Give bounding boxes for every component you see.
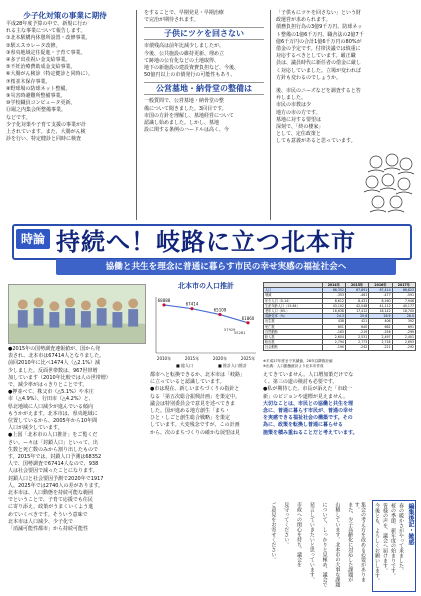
text-line: ③県央地域定住促進・子育て事業。 xyxy=(6,49,86,56)
col1-body xyxy=(6,21,124,143)
table-cell: 8,160 xyxy=(369,298,392,303)
table-row xyxy=(264,345,416,350)
text-line: 認識し始めました。しかし、墓地 xyxy=(144,120,220,127)
table-cell: 40,177 xyxy=(392,303,415,308)
table-cell: 67,891 xyxy=(345,288,368,293)
text-line: 大切なことは、市民との協働と共生を理 xyxy=(263,400,354,407)
extra-data-label: 57929 xyxy=(224,327,236,332)
data-point xyxy=(162,303,165,306)
table-cell: 662 xyxy=(369,324,392,329)
table-cell: 2,718 xyxy=(369,340,392,345)
table-cell: 8,431 xyxy=(345,298,368,303)
text-line: 50億円以上の市債発行の可能性もあり、 xyxy=(144,72,236,79)
text-line: ②駅エスカレータ改修。 xyxy=(6,42,61,49)
table-cell: -256 xyxy=(369,329,392,334)
text-line: 設に関する条例のハードルは高く、今 xyxy=(144,127,229,134)
bottom-middle-column xyxy=(150,372,262,592)
table-cell: 66,823 xyxy=(392,288,415,293)
text-line: 地方の市の方です。 xyxy=(276,109,321,116)
data-point xyxy=(246,321,249,324)
table-cell: 438 xyxy=(322,319,345,324)
text-line: 北本市は人口減少、少子化で xyxy=(8,518,74,525)
series-line xyxy=(164,305,248,323)
table-cell: -353 xyxy=(322,293,345,298)
text-line: 為に、政策を転換し普通に暮らせる xyxy=(263,422,343,429)
editor-text-line: 春の暖かさがやって来ました。 xyxy=(398,503,404,573)
table-cell: -163 xyxy=(322,329,345,334)
table-cell: 41,112 xyxy=(369,303,392,308)
col2-body-top xyxy=(144,10,264,24)
data-table xyxy=(263,282,416,351)
text-line: 方針も変わるのでしょうか。 xyxy=(276,74,342,81)
vertical-text-line: 山積しています。北本市の大事な課題 xyxy=(334,502,341,587)
text-line: 少子化対策や子育て支援の事業が計 xyxy=(6,121,87,128)
text-line: 債務負担行為の3億9千万円、防球ネッ xyxy=(276,24,363,31)
text-line: ④多子出産祝い金支給事業。 xyxy=(6,57,71,64)
table-cell: 43,102 xyxy=(322,303,345,308)
text-line: 加しています（2010年比較では人の世帯増） xyxy=(8,374,111,381)
text-line: 一般質問で、公営墓地・納骨堂の整 xyxy=(144,98,224,105)
text-line: 北本市は、人口動態を持続可能な範囲 xyxy=(8,490,94,497)
table-cell: 増減 xyxy=(264,293,323,298)
table-cell: 転入数 xyxy=(264,335,323,340)
table-cell: 2,693 xyxy=(392,340,415,345)
table-cell: 2,773 xyxy=(345,340,368,345)
text-line: ⑦桜並木保存事業。 xyxy=(6,78,51,85)
data-point xyxy=(218,313,221,316)
text-line: した。国が進める地方創生「まち・ xyxy=(150,408,231,415)
data-label: 65109 xyxy=(213,307,227,313)
vertical-text-line: 発言していきたいと思っています。 xyxy=(308,502,315,582)
x-tick-label: 2015年 xyxy=(184,356,200,361)
table-cell: 2,531 xyxy=(345,335,368,340)
editor-text-line: 皆様の声を、議会へ届けます。 xyxy=(382,503,388,573)
col2-body-bot xyxy=(144,98,264,134)
table-cell: 406 xyxy=(369,319,392,324)
text-line: ⑥大腸がん検診（特定健診と同時に）。 xyxy=(6,71,93,78)
table-cell: -292 xyxy=(392,345,415,350)
text-line: 借金の予定です。付帯決議では慎重に xyxy=(276,46,361,53)
data-label: 67414 xyxy=(185,301,199,307)
text-line: 封鎖人口と社会要因予測で2020年で1917 xyxy=(8,475,104,482)
text-line: 県北地域に人口減少が進んでいる傾向 xyxy=(8,403,94,410)
text-line: 上されています。また、大腸がん検 xyxy=(6,129,86,136)
text-line: でということで、子育て応援でも住民 xyxy=(8,497,93,504)
text-line: ⑧野球場の防球ネット整備。 xyxy=(6,85,71,92)
text-line: ●私が期待した、市長が訴えた「市政一 xyxy=(263,386,353,393)
editor-text-line: 桜の季節、新年度の始まりです。 xyxy=(390,503,396,578)
vertical-text-line: について、しっかりと見極め、議会で xyxy=(321,502,328,587)
text-line: をすることで、早期発見・早期治療 xyxy=(144,10,224,16)
banner-headline: 持続へ！岐路に立つ北本市 xyxy=(56,228,356,256)
table-cell: -190 xyxy=(322,345,345,350)
text-line: などです。 xyxy=(6,114,31,121)
table-note-1: ※平成27年度まで実績値、28年以降推計値 xyxy=(263,359,333,363)
table-cell: 老年人口（65-） xyxy=(264,309,323,314)
table-cell: 16,638 xyxy=(322,309,345,314)
table-cell: 8,612 xyxy=(322,298,345,303)
text-line: ⑤不妊治療費助成金支給事業。 xyxy=(6,64,76,71)
table-header-cell: 2017年 xyxy=(392,283,415,288)
table-cell: 25.6 xyxy=(345,314,368,319)
table-cell: 24.3 xyxy=(322,314,345,319)
text-line: 億6千万円の合計1億6千万円の80%が xyxy=(276,38,362,45)
text-line: 政運営が求められます。 xyxy=(276,17,331,24)
text-line: れる主な事業について報告します。 xyxy=(6,28,86,35)
text-line: く、第三の道の検討も必要です。 xyxy=(263,379,338,386)
banner-label: 時論 xyxy=(16,229,50,249)
table-cell: 転出数 xyxy=(264,340,323,345)
extra-data-label: 55281 xyxy=(234,330,246,335)
chart-title: 北本市の人口推計 xyxy=(178,282,234,290)
text-line: 議会は特別委員会で意見を述べてきま xyxy=(150,400,236,407)
table-cell: 18,700 xyxy=(392,309,415,314)
text-line: に立っていると認識しています。 xyxy=(150,379,225,386)
text-line: 「子供もにツケを回さない」という財 xyxy=(276,10,361,16)
text-line: ●上図「北本市の人口推計」をご覧くだ xyxy=(8,432,98,439)
text-line: で完治が期待されます。 xyxy=(144,17,199,24)
editor-note-box xyxy=(372,500,416,592)
text-line: ⑩学校職員コンピュータ更新。 xyxy=(6,100,76,107)
text-line: 念に、普通に暮らす市民が、普通の幸せ xyxy=(263,408,354,415)
x-tick-label: 2025年 xyxy=(240,356,256,361)
text-line: ⑨災害時避難所整備事業。 xyxy=(6,93,66,100)
col1-heading: 少子化対策の事業に期待 xyxy=(23,11,107,20)
table-cell: 2,604 xyxy=(322,335,345,340)
text-line: ●市は現在、新しいまちづくりの指針と xyxy=(150,386,240,393)
text-line: て跡地の公有化などの土地取得、 xyxy=(144,57,220,64)
text-line: 後、市民のニーズなどを調査すると答 xyxy=(276,88,361,95)
table-notes xyxy=(263,359,416,369)
children-photo xyxy=(8,284,146,344)
table-cell: 人口 xyxy=(264,288,323,293)
text-line: す。2015年では、封鎖人口予測は68352 xyxy=(8,454,102,461)
x-tick-label: 2010年 xyxy=(156,356,172,361)
text-line: 市（△4.9%）、行田市（△4.2%）と、 xyxy=(8,396,94,403)
text-line: 弁しました。 xyxy=(276,95,307,102)
vertical-text-line: また、少子高齢化に対応した課題が xyxy=(347,502,354,582)
col3-body-top xyxy=(276,10,416,82)
text-line: なる「第五次総合振興計画」を策定中。 xyxy=(150,393,241,400)
editor-title: 編集後記・雑感 xyxy=(407,503,414,545)
table-cell: 392 xyxy=(392,319,415,324)
text-line: 平成28年度予算の中で、新規に行わ xyxy=(6,21,88,27)
text-line: 診を行い、特定健診と同時に検査 xyxy=(6,136,82,143)
table-cell: 26.9 xyxy=(369,314,392,319)
table-header-cell: 2015年 xyxy=(345,283,368,288)
text-line: として、定住政策と xyxy=(276,131,321,138)
table-note-2: ※出典：人口動態統計より北本市作成 xyxy=(263,364,324,368)
text-line: もうかがえます。北本市は、県央地域に xyxy=(8,410,98,417)
table-cell: 社会動態 xyxy=(264,345,323,350)
text-line: 人で、国勢調査で67414人なので、938 xyxy=(8,461,99,468)
text-line: 深刻で、「終の棲家」 xyxy=(276,124,324,131)
table-cell: -477 xyxy=(369,293,392,298)
divider xyxy=(270,10,271,220)
text-line: さい。ー々は「封鎖人口」といって、出 xyxy=(8,439,98,446)
text-line: で、減少率がはっきりとことです。 xyxy=(8,382,88,389)
text-line: しても意義があると思っています。 xyxy=(276,138,356,145)
table-cell: 601 xyxy=(322,324,345,329)
text-line: 市民の市教は少 xyxy=(276,102,312,109)
editor-text-line: 今後とも、よろしくお願いします。 xyxy=(374,503,380,583)
text-line: しています。大変残念ですが、この計画 xyxy=(150,422,240,429)
text-line: から、次のまちづくりの確かな展望は見 xyxy=(150,429,240,436)
vertical-text-line: 市政への関心を持ち、議会を xyxy=(296,502,302,567)
x-tick-label: 2020年 xyxy=(212,356,228,361)
text-line: 対応するべきとしています。厳正職 xyxy=(276,53,356,60)
table-cell: 死亡数 xyxy=(264,324,323,329)
text-line: 新」のビジョンや道標が見えません。 xyxy=(263,393,349,400)
table-cell: 17,412 xyxy=(345,309,368,314)
table-cell: -221 xyxy=(369,345,392,350)
table-cell: 2,401 xyxy=(392,335,415,340)
col2-body-mid xyxy=(144,43,264,79)
table-header-cell: 2016年 xyxy=(369,283,392,288)
population-chart xyxy=(150,282,262,370)
text-line: えてきていません。人口増加策だけでな xyxy=(263,372,354,378)
crowd-illustration xyxy=(364,152,416,218)
table-cell: 18,142 xyxy=(369,309,392,314)
table-cell: 生産年齢人口（15-64） xyxy=(264,303,323,308)
chart-plot xyxy=(150,291,262,369)
table-cell: 691 xyxy=(392,324,415,329)
table-cell: 42,048 xyxy=(345,303,368,308)
col3-body-bot xyxy=(276,88,368,146)
text-line: ●押並べて、株父市（△5.1%）や本庄 xyxy=(8,389,94,396)
table-cell: 出生数 xyxy=(264,319,323,324)
text-line: ●2015年の国勢調査速報値が、国から発 xyxy=(8,346,101,352)
text-line: ひと・しごと創生総合戦略」を策定 xyxy=(150,415,231,422)
text-line: 今後、公共施設の維持更新、埋め立 xyxy=(144,50,225,57)
text-line: 人、2025年では2740人の差があります。 xyxy=(8,482,104,489)
text-line: 員は、議員時代に新任者の借金に厳し xyxy=(276,60,362,67)
col2-heading-2: 公営墓地・納骨堂の整備は xyxy=(144,82,264,95)
text-line: に寄り添え、政策がうまくいくよう進 xyxy=(8,504,94,511)
col2-heading-1: 子供にツケを回さない xyxy=(144,27,264,40)
text-line: 生数と死亡数のみから割り出したもので xyxy=(8,446,99,453)
table-cell: -461 xyxy=(345,293,368,298)
banner-subtitle: 協働と共生を理念に普通に暮らす市民の幸せ実感の福祉社会へ xyxy=(56,259,396,275)
text-line: 表され、北本市は67414人となりました。 xyxy=(8,353,105,360)
text-line: 都市へと転換できるか、北本市は「岐路」 xyxy=(150,372,246,378)
text-line: 地下の新施設の建設資費負担など、今後、 xyxy=(144,65,240,72)
table-cell: -591 xyxy=(392,293,415,298)
text-line: ①北本駅構内休憩所設置・改修事業。 xyxy=(6,35,91,42)
text-line: 墓地に対する要望は xyxy=(276,116,322,123)
table-cell: 28.0 xyxy=(392,314,415,319)
text-line: 前回2010年に比べ1474人（△2.1%）減 xyxy=(8,360,100,367)
text-line: 人口が減少しています。 xyxy=(8,425,63,432)
text-line: 備について聞きました。3回目です。 xyxy=(144,105,227,112)
vertical-text-line: ご意見をお寄せください。 xyxy=(270,502,277,562)
text-line: 施策を積み重ねることだと考えています。 xyxy=(263,429,358,436)
table-cell: 640 xyxy=(345,324,368,329)
table-cell: -299 xyxy=(392,329,415,334)
text-line: 人は社会要因で減ったことになります。 xyxy=(8,468,98,475)
text-line: めていくべきです。そういう意味で xyxy=(8,511,88,518)
table-cell: 高齢化率（%） xyxy=(264,314,323,319)
data-label: 61860 xyxy=(241,315,255,321)
table-cell: 7,946 xyxy=(392,298,415,303)
text-line: 少しました。反面世帯数は、967世帯増 xyxy=(8,367,98,374)
population-table xyxy=(263,282,416,358)
table-cell: -242 xyxy=(345,345,368,350)
table-cell: 421 xyxy=(345,319,368,324)
table-cell: 2,794 xyxy=(322,340,345,345)
bottom-left-column xyxy=(8,346,146,592)
table-cell: 67,414 xyxy=(369,288,392,293)
vertical-text-line: 集会の考え方を改める必要があります。 xyxy=(353,502,366,582)
bottom-right-column xyxy=(263,372,416,498)
vertical-text-block xyxy=(263,500,368,592)
text-line: を実感できる福祉社会の構築です。その xyxy=(263,415,353,422)
legend-item: ■ 推計人口推計 xyxy=(218,363,248,368)
table-cell: 自然動態 xyxy=(264,329,323,334)
text-line: 位置しているから、2005年から10年間 xyxy=(8,418,98,425)
data-point xyxy=(190,307,193,310)
text-line: ト整備の1億6千万円、職舎法の2億7千 xyxy=(276,31,364,38)
divider xyxy=(136,10,137,220)
text-line: 市債残高は前年比減少しましたが、 xyxy=(144,43,225,50)
text-line: 市国の方針を理解し、墓地経営について xyxy=(144,112,234,119)
text-line: ⑪堀之内集会所整備事業。 xyxy=(6,107,67,114)
table-cell: 2,497 xyxy=(369,335,392,340)
table-header-cell: 2014年 xyxy=(322,283,345,288)
table-cell: -219 xyxy=(345,329,368,334)
text-line: く対応していました。立場が変われば xyxy=(276,67,362,74)
table-cell: 68,352 xyxy=(322,288,345,293)
data-label: 68888 xyxy=(157,297,171,303)
legend-item: ■ 総人口 xyxy=(176,363,194,368)
text-line: 「消滅可能性都市」から持続可能性 xyxy=(8,526,89,533)
table-cell: 年少人口（0-14） xyxy=(264,298,323,303)
vertical-text-line: 見守ってください。 xyxy=(283,502,290,547)
